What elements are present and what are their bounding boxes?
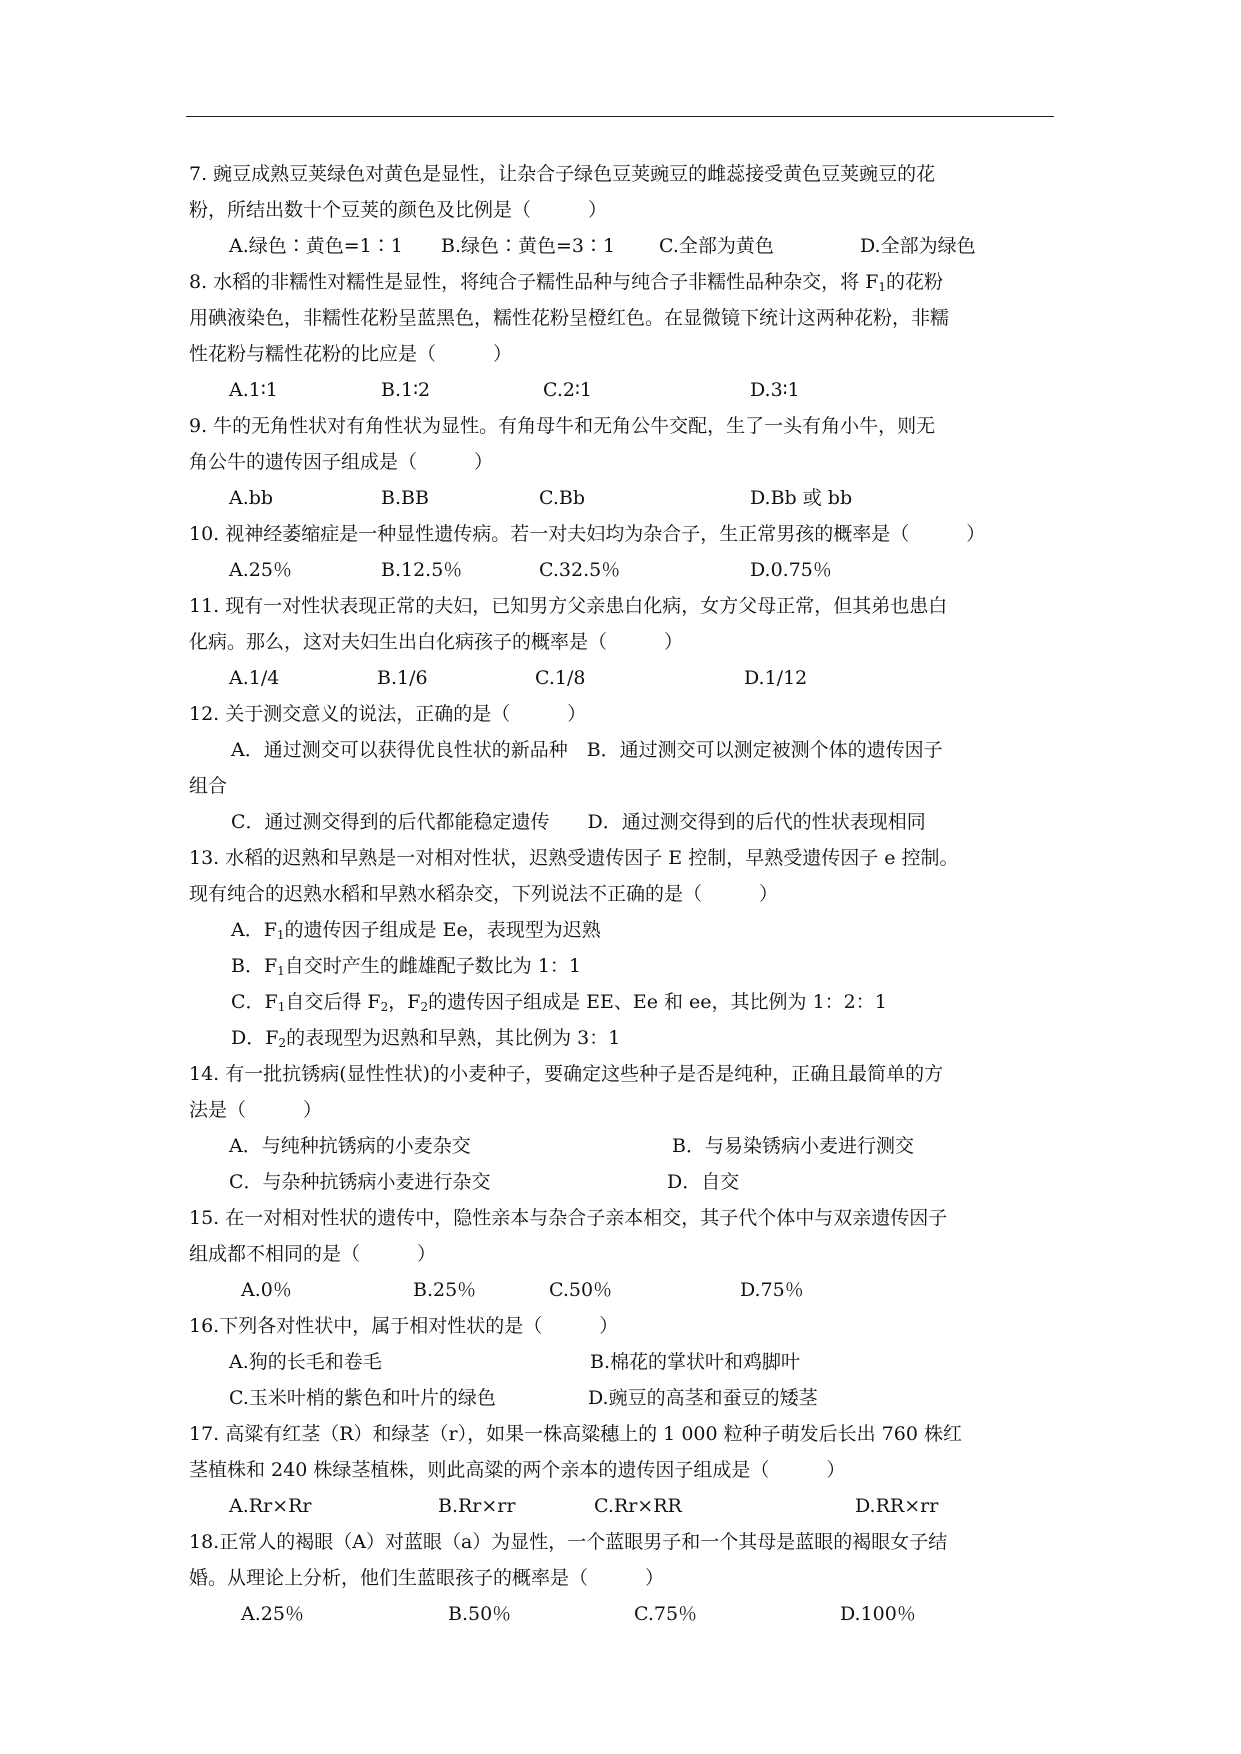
option-a: A.25％ [229,559,292,581]
option-b: B.1∶2 [381,379,431,401]
option-d: D.3∶1 [750,379,800,401]
option-line: C．通过测交得到的后代都能稳定遗传 D．通过测交得到的后代的性状表现相同 [231,811,926,833]
option-row [189,1272,1069,1308]
question-8 [189,264,1069,408]
option-b: B.25％ [413,1279,477,1301]
option-row [189,480,1069,516]
question-text: 粉，所结出数十个豆荚的颜色及比例是（ ） [189,199,608,221]
option-d: D.全部为绿色 [860,235,976,257]
option-b: B．$F_1$自交时产生的雌雄配子数比为 1：1 [231,955,582,978]
option-c: C．$F_1$自交后得 $F_2$，$F_2$的遗传因子组成是 EE、Ee 和 ee，其比例为 1：2：1 [231,991,887,1014]
question-text: 15. 在一对相对性状的遗传中，隐性亲本与杂合子亲本相交，其子代个体中与双亲遗传因子 [189,1207,948,1229]
option-c: C．与杂种抗锈病小麦进行杂交 [229,1171,491,1193]
question-text: 13. 水稻的迟熟和早熟是一对相对性状，迟熟受遗传因子 E 控制，早熟受遗传因子 e 控制。 [189,847,959,869]
question-12 [189,696,1069,840]
question-10 [189,516,1069,588]
question-text: 10. 视神经萎缩症是一种显性遗传病。若一对夫妇均为杂合子，生正常男孩的概率是（ ） [189,523,986,545]
option-d: D．$F_2$的表现型为迟熟和早熟，其比例为 3：1 [231,1027,621,1050]
option-c: C.75％ [634,1603,698,1625]
option-c: C.50％ [549,1279,613,1301]
option-a: A．与纯种抗锈病的小麦杂交 [229,1135,471,1157]
option-a: A.25％ [241,1603,304,1625]
question-text: 9. 牛的无角性状对有角性状为显性。有角母牛和无角公牛交配，生了一头有角小牛，则无 [189,415,936,437]
option-b: B.BB [381,487,429,509]
option-c: C.全部为黄色 [659,235,774,257]
question-18 [189,1524,1069,1632]
option-b: B.12.5％ [381,559,463,581]
question-text: 18.正常人的褐眼（A）对蓝眼（a）为显性，一个蓝眼男子和一个其母是蓝眼的褐眼女子结 [189,1531,948,1553]
option-row [189,372,1069,408]
question-text: 性花粉与糯性花粉的比应是（ ） [189,343,513,365]
option-row [189,228,1069,264]
option-row [189,1164,1069,1200]
question-text: 法是（ ） [189,1099,323,1121]
option-b: B.50％ [448,1603,512,1625]
option-row [189,552,1069,588]
option-d: D.100％ [840,1603,916,1625]
question-text: 组成都不相同的是（ ） [189,1243,437,1265]
question-text: 7. 豌豆成熟豆荚绿色对黄色是显性，让杂合子绿色豆荚豌豆的雌蕊接受黄色豆荚豌豆的花 [189,163,936,185]
option-d: D.豌豆的高茎和蚕豆的矮茎 [588,1387,818,1409]
option-a: A.绿色∶黄色=1∶1 [229,235,403,257]
question-text: 11. 现有一对性状表现正常的夫妇，已知男方父亲患白化病，女方父母正常，但其弟也患白 [189,595,948,617]
question-17 [189,1416,1069,1524]
option-c: C.Bb [539,487,586,509]
question-15 [189,1200,1069,1308]
option-d: D.1/12 [744,667,808,689]
option-row [189,1344,1069,1380]
question-9 [189,408,1069,516]
question-11 [189,588,1069,696]
question-text: 用碘液染色，非糯性花粉呈蓝黑色，糯性花粉呈橙红色。在显微镜下统计这两种花粉，非糯 [189,307,950,329]
option-b: B.绿色∶黄色=3∶1 [441,235,616,257]
option-row [189,1488,1069,1524]
option-c: C.玉米叶梢的紫色和叶片的绿色 [229,1387,496,1409]
question-text: 现有纯合的迟熟水稻和早熟水稻杂交，下列说法不正确的是（ ） [189,883,779,905]
option-c: C.2∶1 [543,379,593,401]
question-list [189,156,1069,1632]
option-d: D.0.75％ [750,559,832,581]
option-b: B.Rr×rr [438,1495,516,1517]
option-a: A.0％ [241,1279,292,1301]
option-b: B.1/6 [377,667,428,689]
question-text: 茎植株和 240 株绿茎植株，则此高粱的两个亲本的遗传因子组成是（ ） [189,1459,846,1481]
option-d: D.Bb 或 bb [750,487,853,509]
option-a: A.bb [229,487,274,509]
option-c: C.Rr×RR [594,1495,682,1517]
question-text: 17. 高粱有红茎（R）和绿茎（r），如果一株高粱穗上的 1 000 粒种子萌发后长出 760 株红 [189,1423,962,1445]
option-c: C.32.5％ [539,559,621,581]
option-a: A.1/4 [229,667,280,689]
question-7 [189,156,1069,264]
option-a: A.Rr×Rr [229,1495,312,1517]
option-row [189,1596,1069,1632]
header-rule [186,116,1054,117]
option-row [189,660,1069,696]
question-13 [189,840,1069,1056]
option-b: B．与易染锈病小麦进行测交 [672,1135,914,1157]
question-text: 化病。那么，这对夫妇生出白化病孩子的概率是（ ） [189,631,684,653]
question-text: 婚。从理论上分析，他们生蓝眼孩子的概率是（ ） [189,1567,665,1589]
question-14 [189,1056,1069,1200]
option-row [189,1128,1069,1164]
option-row [189,1380,1069,1416]
option-d: D.RR×rr [855,1495,939,1517]
option-a: A.1∶1 [229,379,278,401]
question-text: 8. 水稻的非糯性对糯性是显性，将纯合子糯性品种与纯合子非糯性品种杂交，将 $F_1$的花粉 [189,271,944,294]
option-d: D．自交 [667,1171,740,1193]
option-a: A．$F_1$的遗传因子组成是 Ee，表现型为迟熟 [231,919,601,942]
question-text: 12. 关于测交意义的说法，正确的是（ ） [189,703,587,725]
question-16 [189,1308,1069,1416]
question-text: 14. 有一批抗锈病(显性性状)的小麦种子，要确定这些种子是否是纯种，正确且最简单的方 [189,1063,944,1085]
option-a: A.狗的长毛和卷毛 [229,1351,382,1373]
option-b: B.棉花的掌状叶和鸡脚叶 [590,1351,801,1373]
question-text: 角公牛的遗传因子组成是（ ） [189,451,494,473]
question-text: 16.下列各对性状中，属于相对性状的是（ ） [189,1315,619,1337]
option-line: A．通过测交可以获得优良性状的新品种 B．通过测交可以测定被测个体的遗传因子 [231,739,943,761]
option-c: C.1/8 [535,667,586,689]
option-line: 组合 [189,775,228,797]
option-d: D.75％ [740,1279,804,1301]
